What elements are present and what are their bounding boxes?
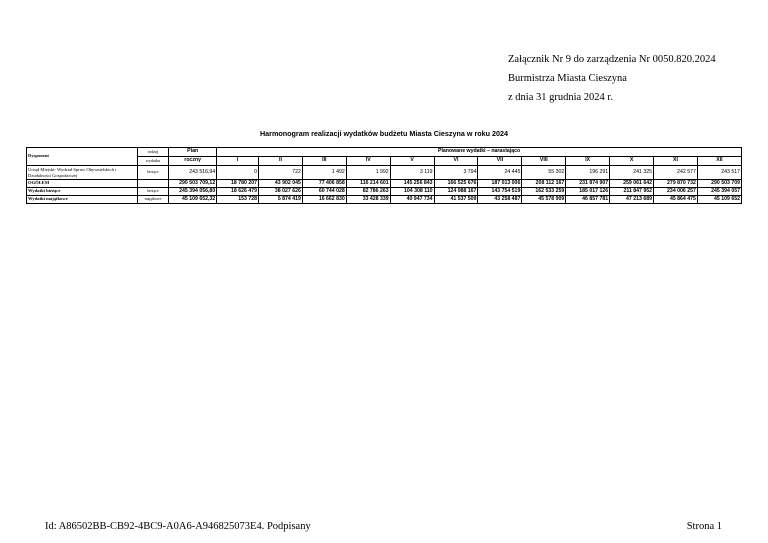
row-month-value: 722 [259,166,303,180]
header-month: XI [654,157,698,166]
row-month-value: 24 445 [478,166,522,180]
document-title: Harmonogram realizacji wydatków budżetu Miasta Cieszyna w roku 2024 [259,129,509,138]
row-month-value: 211 847 952 [610,188,654,196]
row-month-value: 153 728 [217,196,259,204]
row-label: Wydatki majątkowe [27,196,138,204]
row-plan: 290 503 709,12 [169,180,217,188]
row-month-value: 43 902 045 [259,180,303,188]
row-month-value: 1 992 [346,166,390,180]
header-month: I [217,157,259,166]
table-row [27,196,742,204]
row-month-value: 124 988 167 [434,188,478,196]
row-month-value: 41 537 509 [434,196,478,204]
row-label: Urząd Miejski- Wydział Spraw Obywatelskich i Działalności Gospodarczej [27,166,138,180]
row-month-value: 45 578 909 [522,196,566,204]
row-month-value: 243 517 [697,166,741,180]
row-month-value: 231 874 907 [566,180,610,188]
row-month-value: 143 754 519 [478,188,522,196]
row-month-value: 166 525 676 [434,180,478,188]
row-rodzaj [137,180,168,188]
row-month-value: 245 394 057 [697,188,741,196]
row-month-value: 234 006 257 [654,188,698,196]
row-month-value: 279 870 732 [654,180,698,188]
header-month: IX [566,157,610,166]
row-month-value: 242 577 [654,166,698,180]
header-line-attachment: Załącznik Nr 9 do zarządzenia Nr 0050.820.2024 [508,54,716,65]
table-row [27,166,742,180]
row-month-value: 162 533 259 [522,188,566,196]
row-month-value: 38 027 626 [259,188,303,196]
row-month-value: 3 794 [434,166,478,180]
row-month-value: 208 112 167 [522,180,566,188]
table-row-total [27,180,742,188]
row-rodzaj: bieżące [137,188,168,196]
header-month: IV [346,157,390,166]
row-month-value: 46 857 781 [566,196,610,204]
row-plan: 45 109 652,32 [169,196,217,204]
row-month-value: 3 119 [390,166,434,180]
header-line-mayor: Burmistrza Miasta Cieszyna [508,73,627,84]
row-month-value: 145 256 843 [390,180,434,188]
header-rodzaj-2: wydatku [137,157,168,166]
header-month: VI [434,157,478,166]
page-number: Strona 1 [686,521,722,532]
row-month-value: 82 786 263 [346,188,390,196]
document-id: Id: A86502BB-CB92-4BC9-A0A6-A946825073E4. Podpisany [45,521,311,532]
expense-schedule-table [26,147,742,204]
header-plan-2: roczny [169,157,217,166]
row-month-value: 18 626 479 [217,188,259,196]
row-month-value: 33 428 339 [346,196,390,204]
row-month-value: 259 061 642 [610,180,654,188]
header-month: XII [697,157,741,166]
row-month-value: 45 864 475 [654,196,698,204]
row-month-value: 104 308 110 [390,188,434,196]
header-month: VIII [522,157,566,166]
row-rodzaj: bieżące [137,166,168,180]
row-month-value: 0 [217,166,259,180]
row-month-value: 116 214 601 [346,180,390,188]
row-month-value: 40 947 734 [390,196,434,204]
row-month-value: 1 492 [302,166,346,180]
row-month-value: 47 213 689 [610,196,654,204]
row-plan: 243 516,94 [169,166,217,180]
row-month-value: 290 503 709 [697,180,741,188]
row-month-value: 187 013 006 [478,180,522,188]
row-month-value: 43 258 487 [478,196,522,204]
row-month-value: 5 874 419 [259,196,303,204]
row-plan: 245 394 056,80 [169,188,217,196]
row-month-value: 55 302 [522,166,566,180]
row-month-value: 196 291 [566,166,610,180]
row-label: Wydatki bieżące [27,188,138,196]
header-month: VII [478,157,522,166]
header-line-date: z dnia 31 grudnia 2024 r. [508,92,613,103]
row-month-value: 16 662 830 [302,196,346,204]
header-month: V [390,157,434,166]
header-month: III [302,157,346,166]
document-header [508,50,716,107]
row-rodzaj: majątkowe [137,196,168,204]
row-month-value: 185 017 126 [566,188,610,196]
header-rodzaj-1: rodzaj [137,148,168,157]
row-month-value: 45 109 652 [697,196,741,204]
row-label: OGÓŁEM [27,180,138,188]
row-month-value: 241 325 [610,166,654,180]
header-dysponent: Dysponent [27,148,138,166]
header-month: X [610,157,654,166]
row-month-value: 77 406 858 [302,180,346,188]
table-row [27,188,742,196]
row-month-value: 18 780 207 [217,180,259,188]
header-planned: Planowane wydatki – narastająco [217,148,742,157]
row-month-value: 60 744 028 [302,188,346,196]
header-month: II [259,157,303,166]
header-plan-1: Plan [169,148,217,157]
